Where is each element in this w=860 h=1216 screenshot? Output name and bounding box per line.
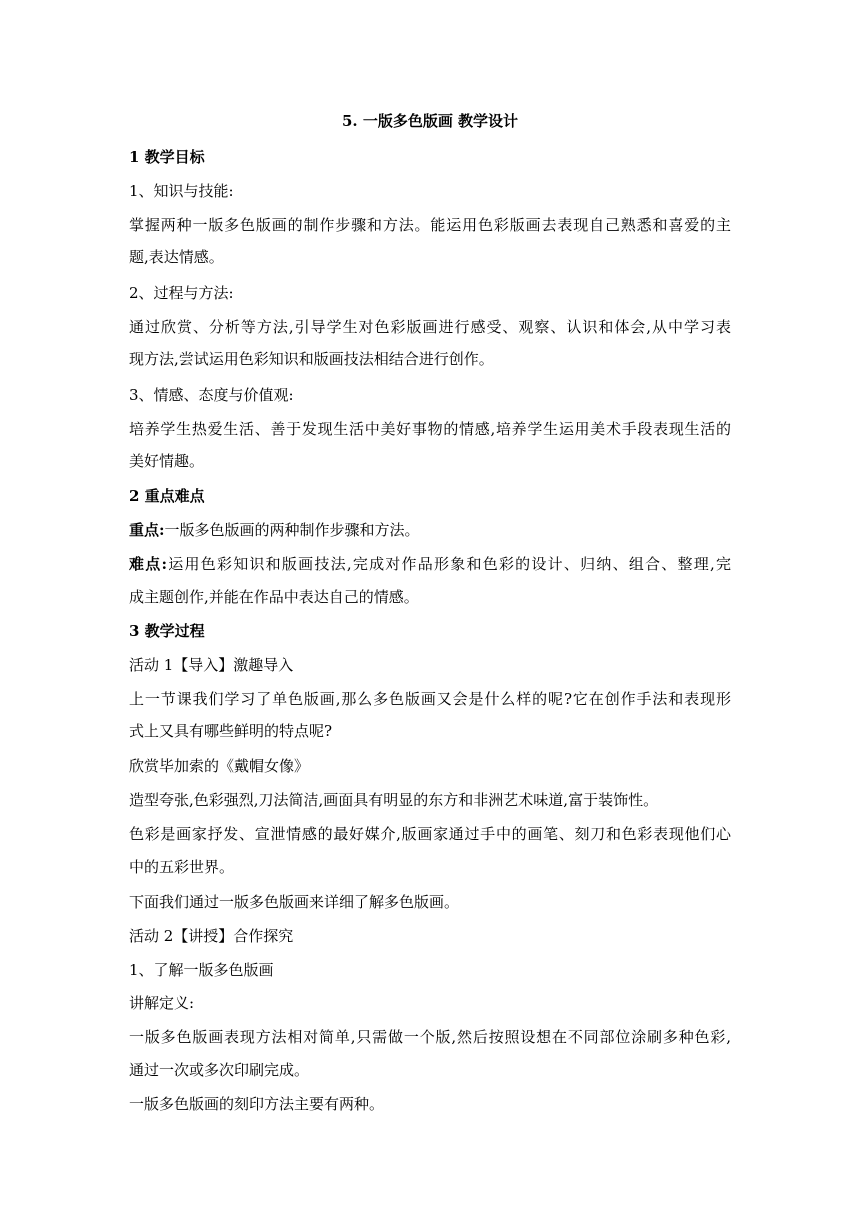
activity-1-transition: 下面我们通过一版多色版画来详细了解多色版画。 xyxy=(129,893,460,911)
activity-2-definition-label: 讲解定义: xyxy=(129,994,195,1012)
objective-attitude-text-line1: 培养学生热爱生活、善于发现生活中美好事物的情感,培养学生运用美术手段表现生活的 xyxy=(129,420,731,438)
objective-process-text-line1: 通过欣赏、分析等方法,引导学生对色彩版画进行感受、观察、认识和体会,从中学习表 xyxy=(129,318,731,336)
key-point-line xyxy=(129,519,420,542)
difficulty-text-line1: 运用色彩知识和版画技法,完成对作品形象和色彩的设计、归纳、组合、整理,完 xyxy=(167,555,731,573)
objective-item-knowledge: 1、知识与技能: xyxy=(129,182,234,200)
key-point-label: 重点: xyxy=(129,521,165,539)
activity-1-text-line2: 式上又具有哪些鲜明的特点呢? xyxy=(129,722,333,740)
key-point-text: 一版多色版画的两种制作步骤和方法。 xyxy=(164,521,420,539)
objective-knowledge-text-line2: 题,表达情感。 xyxy=(129,248,224,266)
activity-1-artwork-description: 造型夸张,色彩强烈,刀法简洁,画面具有明显的东方和非洲艺术味道,富于装饰性。 xyxy=(129,791,659,809)
objective-item-attitude: 3、情感、态度与价值观: xyxy=(129,386,294,404)
activity-2-heading: 活动 2【讲授】合作探究 xyxy=(129,927,294,945)
objective-item-process: 2、过程与方法: xyxy=(129,284,234,302)
activity-1-artwork: 欣赏毕加索的《戴帽女像》 xyxy=(129,757,310,775)
objective-knowledge-text-line1: 掌握两种一版多色版画的制作步骤和方法。能运用色彩版画去表现自己熟悉和喜爱的主 xyxy=(129,216,731,234)
activity-1-color-text-line2: 中的五彩世界。 xyxy=(129,858,235,876)
activity-1-color-text-line1: 色彩是画家抒发、宣泄情感的最好媒介,版画家通过手中的画笔、刻刀和色彩表现他们心 xyxy=(129,825,731,843)
section-heading-objectives: 1 教学目标 xyxy=(129,148,205,166)
activity-2-definition-line2: 通过一次或多次印刷完成。 xyxy=(129,1061,310,1079)
activity-1-text-line1: 上一节课我们学习了单色版画,那么多色版画又会是什么样的呢?它在创作手法和表现形 xyxy=(129,690,731,708)
activity-2-definition-line1: 一版多色版画表现方法相对简单,只需做一个版,然后按照设想在不同部位涂刷多种色彩, xyxy=(129,1028,731,1046)
activity-2-item-1: 1、了解一版多色版画 xyxy=(129,961,274,979)
difficulty-label: 难点: xyxy=(129,555,168,573)
difficulty-text-line2: 成主题创作,并能在作品中表达自己的情感。 xyxy=(129,588,419,606)
activity-2-methods: 一版多色版画的刻印方法主要有两种。 xyxy=(129,1095,385,1113)
document-title: 5. 一版多色版画 教学设计 xyxy=(341,112,519,130)
objective-attitude-text-line2: 美好情趣。 xyxy=(129,452,205,470)
activity-1-heading: 活动 1【导入】激趣导入 xyxy=(129,656,294,674)
section-heading-process: 3 教学过程 xyxy=(129,622,205,640)
objective-process-text-line2: 现方法,尝试运用色彩知识和版画技法相结合进行创作。 xyxy=(129,350,494,368)
section-heading-key-points: 2 重点难点 xyxy=(129,487,205,505)
difficulty-line1 xyxy=(129,553,731,576)
